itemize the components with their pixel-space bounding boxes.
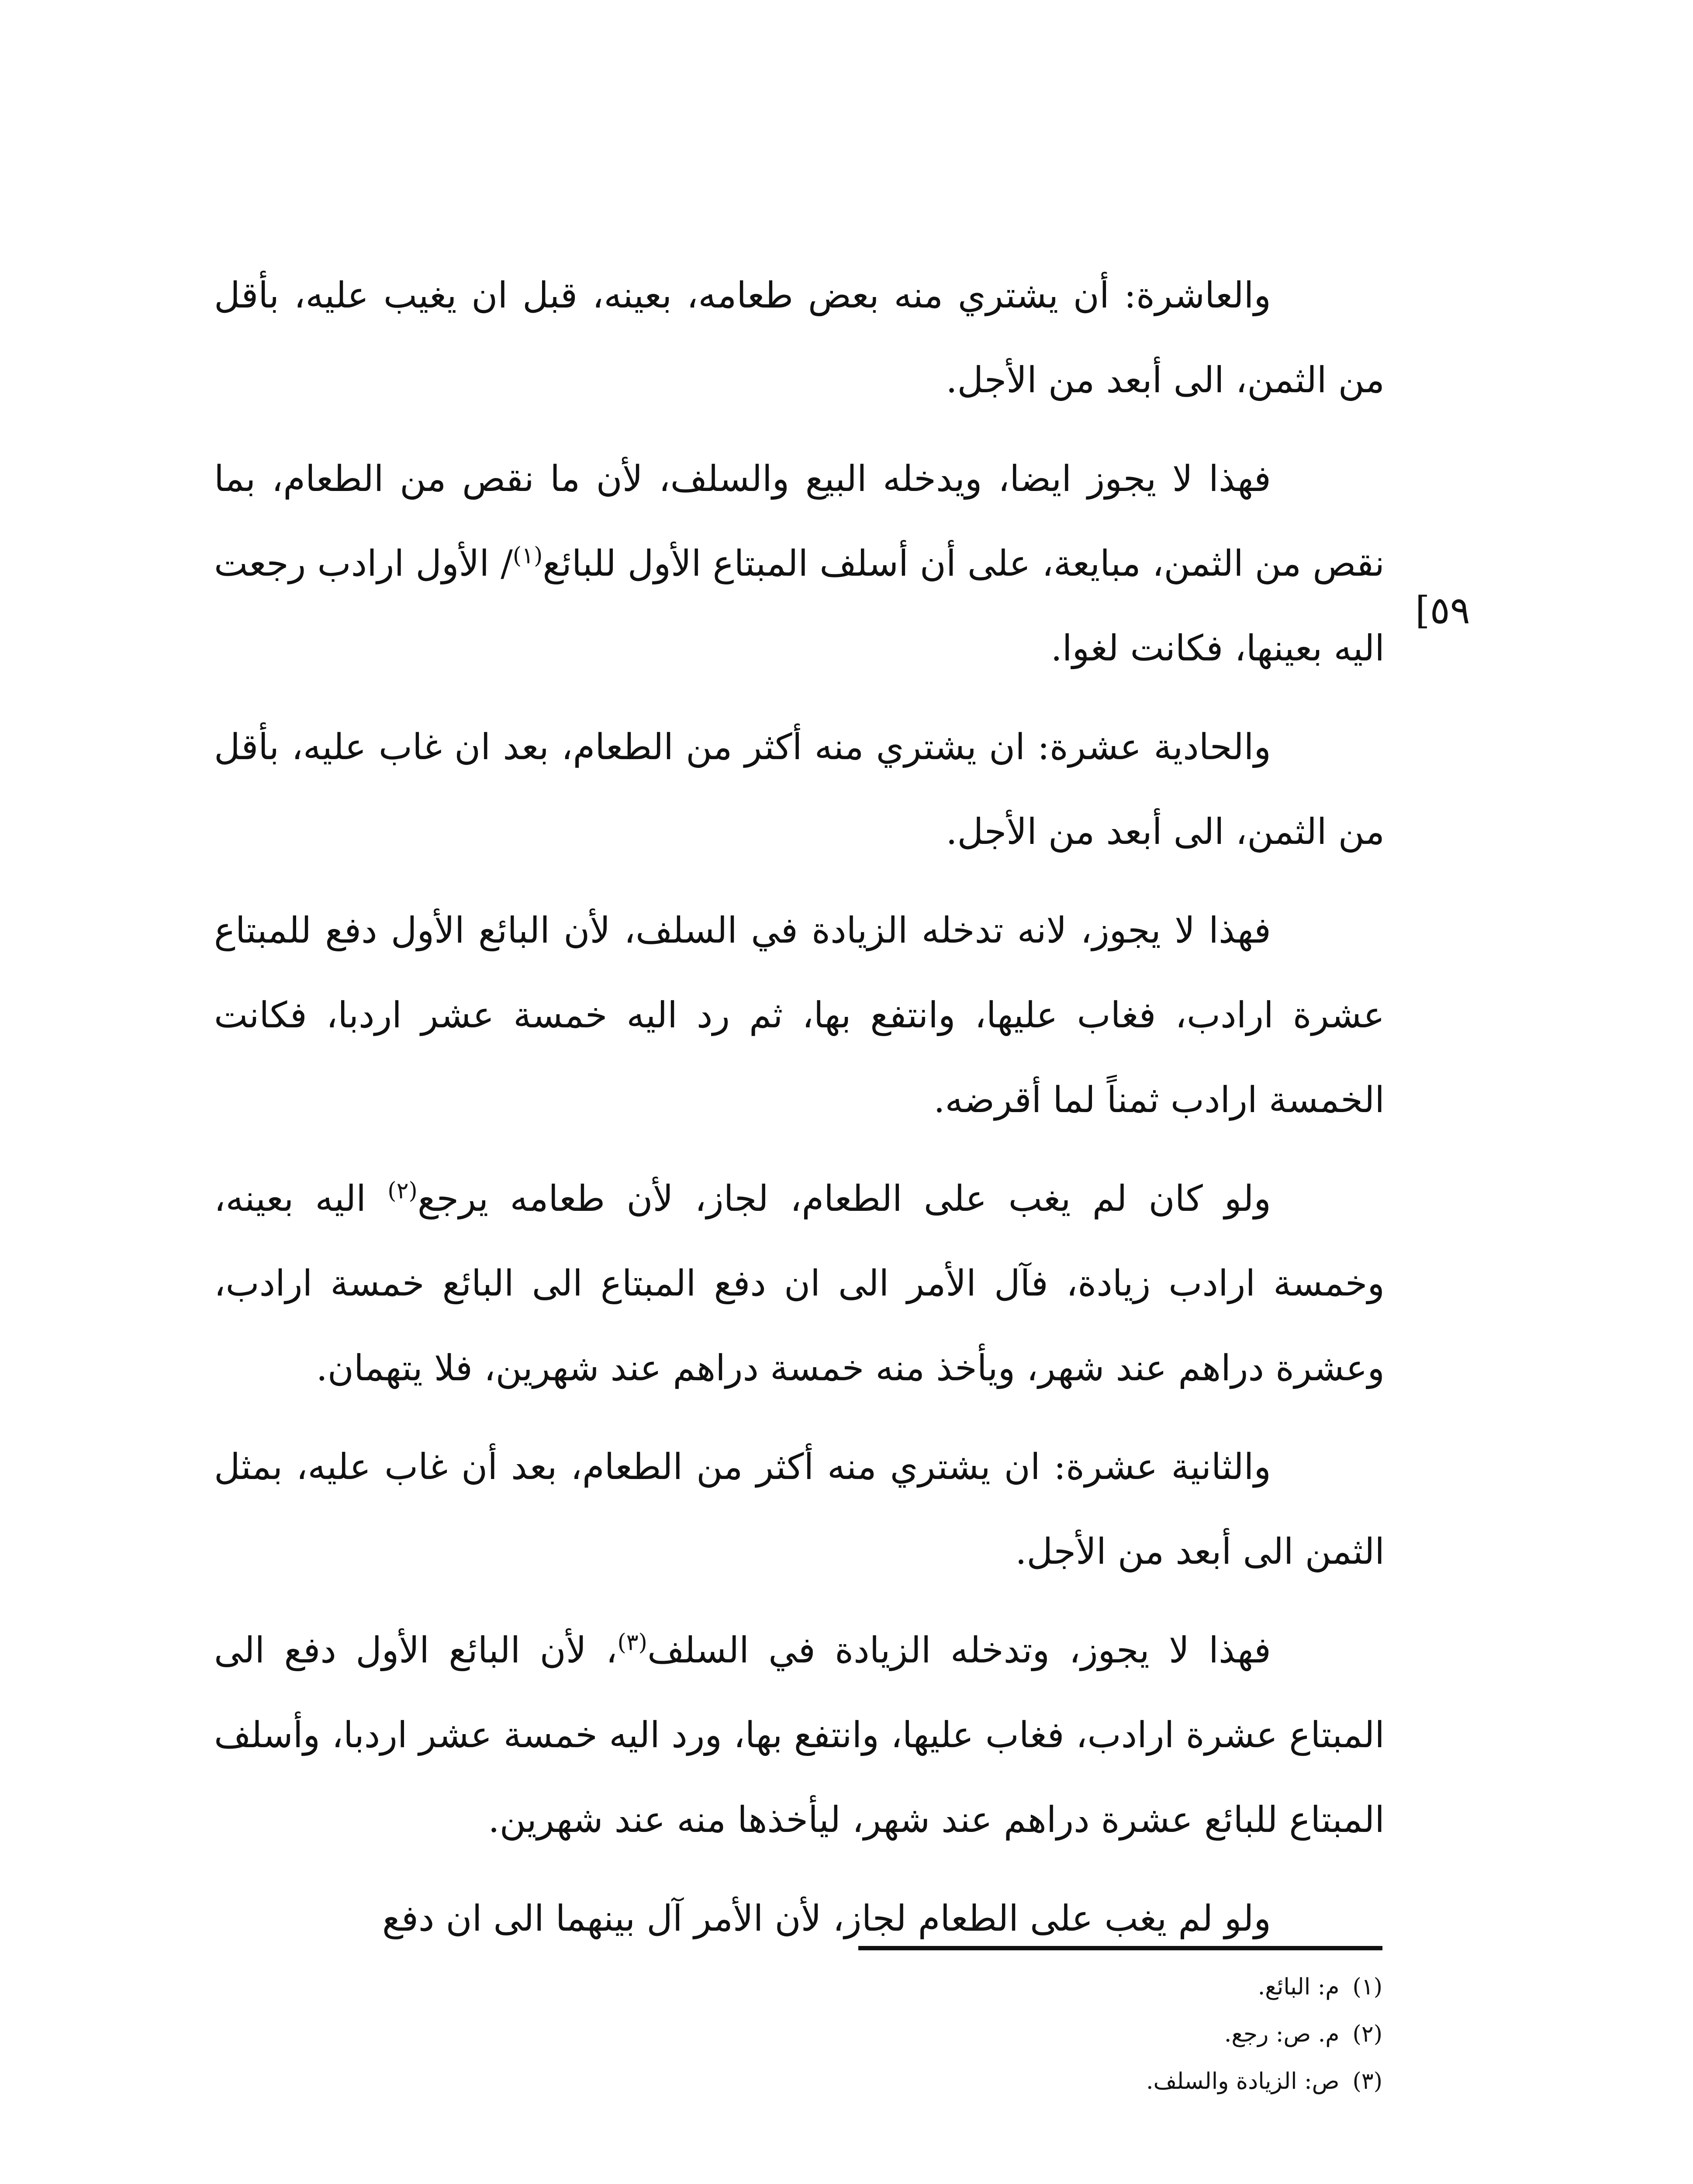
- paragraph-text: والثانية عشرة: ان يشتري منه أكثر من الطعام، بعد أن غاب عليه، بمثل الثمن الى أبعد من الأجل.: [214, 1446, 1385, 1572]
- footnote-ref-2[interactable]: (٢): [387, 1178, 418, 1204]
- paragraph-text: والحادية عشرة: ان يشتري منه أكثر من الطعام، بعد ان غاب عليه، بأقل من الثمن، الى أبعد من الأجل.: [214, 726, 1385, 853]
- paragraph-5: [214, 1157, 1385, 1411]
- footnote-ref-1[interactable]: (١): [512, 543, 543, 569]
- paragraph-text: ولو كان لم يغب على الطعام، لجاز، لأن طعامه يرجع: [417, 1178, 1271, 1220]
- paragraph-2: [214, 437, 1385, 691]
- paragraph-text: ولو لم يغب على الطعام لجاز، لأن الأمر آل بينهما الى ان دفع: [382, 1898, 1271, 1939]
- paragraph-text: فهذا لا يجوز ايضا، ويدخله البيع والسلف، لأن ما نقص من الطعام، بما نقص من الثمن، مبايعة، على أن أسلف المبتاع الأول للبائع: [214, 458, 1385, 584]
- paragraph-4: [214, 888, 1385, 1143]
- paragraph-text: فهذا لا يجوز، وتدخله الزيادة في السلف: [647, 1630, 1271, 1671]
- paragraph-text: فهذا لا يجوز، لانه تدخله الزيادة في السلف، لأن البائع الأول دفع للمبتاع عشرة ارادب، فغاب عليها، وانتفع بها، ثم رد اليه خمسة عشر اردبا، فكانت الخمسة ارادب ثمناً لما أقرضه.: [214, 910, 1385, 1121]
- footnote-number: (١): [1352, 1974, 1382, 2000]
- footnote-divider: [858, 1946, 1382, 1950]
- paragraph-7: [214, 1608, 1385, 1863]
- paragraph-text: والعاشرة: أن يشتري منه بعض طعامه، بعينه، قبل ان يغيب عليه، بأقل من الثمن، الى أبعد من الأجل.: [214, 275, 1385, 401]
- paragraph-text-cont: ، لأن البائع الأول دفع الى المبتاع عشرة ارادب، فغاب عليها، وانتفع بها، ورد اليه خمسة عشر اردبا، وأسلف المبتاع للبائع عشرة دراهم عند شهر، ليأخذها منه عند شهرين.: [214, 1630, 1385, 1841]
- footnote-2: [858, 2011, 1382, 2058]
- footnote-1: [858, 1963, 1382, 2011]
- footnote-number: (٢): [1352, 2021, 1382, 2047]
- footnote-ref-3[interactable]: (٣): [617, 1629, 647, 1656]
- paragraph-1: [214, 253, 1385, 423]
- paragraph-text-cont: / الأول ارادب رجعت اليه بعينها، فكانت لغوا.: [214, 543, 1385, 669]
- margin-folio-marker: [٥٩: [1415, 589, 1470, 632]
- main-text: [214, 253, 1385, 1975]
- footnote-3: [858, 2058, 1382, 2105]
- paragraph-6: [214, 1425, 1385, 1594]
- paragraph-text-cont: اليه بعينه، وخمسة ارادب زيادة، فآل الأمر الى ان دفع المبتاع الى البائع خمسة ارادب، وعشرة دراهم عند شهر، ويأخذ منه خمسة دراهم عند شهرين، فلا يتهمان.: [214, 1178, 1385, 1389]
- footnote-text: م: البائع.: [1258, 1974, 1340, 2000]
- footnote-number: (٣): [1352, 2068, 1382, 2094]
- footnotes: [858, 1963, 1382, 2105]
- footnote-text: ص: الزيادة والسلف.: [1146, 2068, 1340, 2094]
- paragraph-3: [214, 705, 1385, 874]
- footnote-text: م. ص: رجع.: [1224, 2021, 1340, 2047]
